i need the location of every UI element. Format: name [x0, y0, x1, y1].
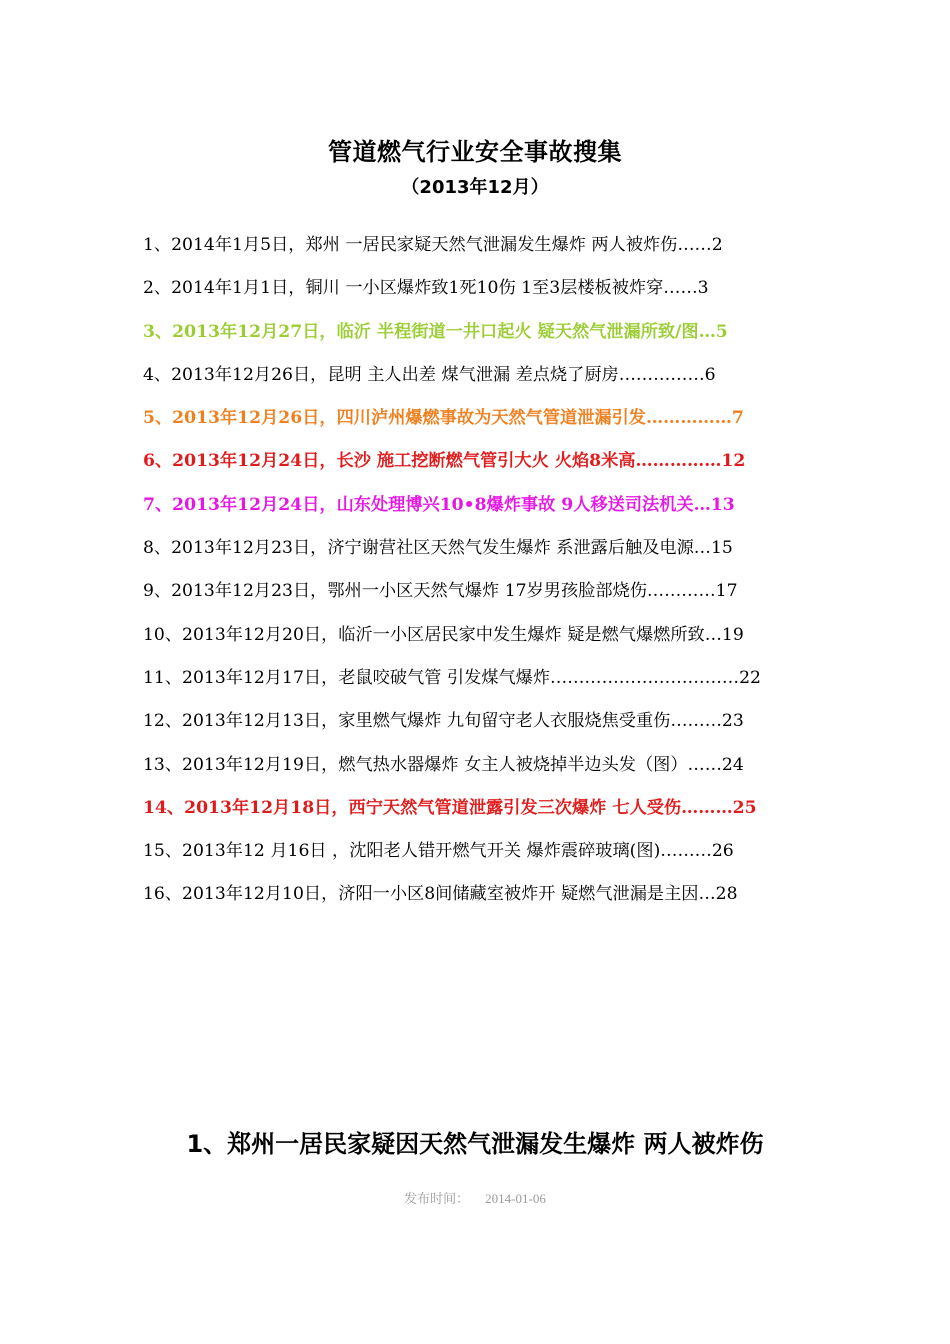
toc-item[interactable]: 4、2013年12月26日，昆明 主人出差 煤气泄漏 差点烧了厨房……………6: [143, 364, 716, 385]
toc-item[interactable]: 16、2013年12月10日，济阳一小区8间储藏室被炸开 疑燃气泄漏是主因…28: [143, 884, 738, 905]
toc-item[interactable]: 2、2014年1月1日，铜川 一小区爆炸致1死10伤 1至3层楼板被炸穿……3: [143, 278, 709, 299]
table-of-contents: [143, 230, 813, 923]
publish-info: [0, 1189, 950, 1209]
toc-item[interactable]: 8、2013年12月23日，济宁谢营社区天然气发生爆炸 系泄露后触及电源…15: [143, 538, 733, 559]
toc-item[interactable]: 3、2013年12月27日，临沂 半程街道一井口起火 疑天然气泄漏所致/图…5: [143, 321, 728, 342]
document-title: 管道燃气行业安全事故搜集: [328, 138, 622, 166]
article-title: 1、郑州一居民家疑因天然气泄漏发生爆炸 两人被炸伤: [186, 1130, 764, 1158]
toc-item[interactable]: 10、2013年12月20日，临沂一小区居民家中发生爆炸 疑是燃气爆燃所致…19: [143, 624, 744, 645]
toc-item[interactable]: 15、2013年12 月16日 ，沈阳老人错开燃气开关 爆炸震碎玻璃(图)………26: [143, 841, 734, 862]
toc-item[interactable]: 13、2013年12月19日，燃气热水器爆炸 女主人被烧掉半边头发（图）……24: [143, 754, 744, 775]
document-subtitle: （2013年12月）: [401, 177, 549, 198]
toc-item[interactable]: 7、2013年12月24日，山东处理博兴10•8爆炸事故 9人移送司法机关…13: [143, 494, 735, 515]
toc-item[interactable]: 6、2013年12月24日，长沙 施工挖断燃气管引大火 火焰8米高……………12: [143, 451, 746, 472]
publish-date: 2014-01-06: [485, 1191, 546, 1206]
toc-item[interactable]: 14、2013年12月18日，西宁天然气管道泄露引发三次爆炸 七人受伤………25: [143, 797, 757, 818]
toc-item[interactable]: 12、2013年12月13日，家里燃气爆炸 九旬留守老人衣服烧焦受重伤………23: [143, 711, 744, 732]
toc-item[interactable]: 1、2014年1月5日，郑州 一居民家疑天然气泄漏发生爆炸 两人被炸伤……2: [143, 235, 723, 255]
toc-item[interactable]: 11、2013年12月17日，老鼠咬破气管 引发煤气爆炸……………………………22: [143, 667, 761, 688]
publish-label: 发布时间：: [404, 1191, 470, 1206]
toc-item[interactable]: 9、2013年12月23日，鄂州一小区天然气爆炸 17岁男孩脸部烧伤…………17: [143, 581, 738, 602]
toc-item[interactable]: 5、2013年12月26日，四川泸州爆燃事故为天然气管道泄漏引发……………7: [143, 408, 744, 429]
